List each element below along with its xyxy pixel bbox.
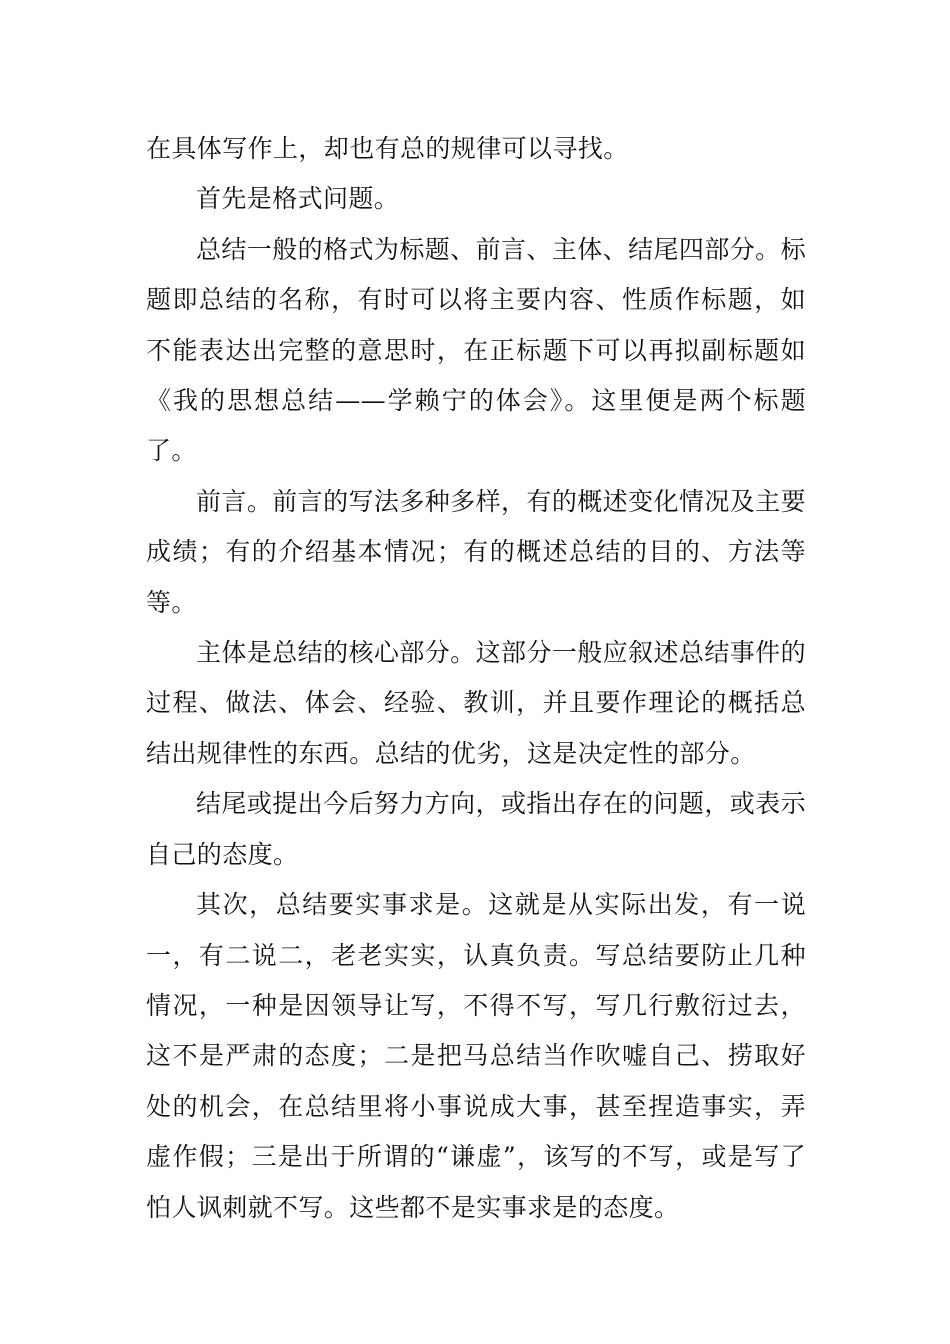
paragraph-main-body: 主体是总结的核心部分。这部分一般应叙述总结事件的过程、做法、体会、经验、教训，并且要作理论的概括总结出规律性的东西。总结的优劣，这是决定性的部分。 bbox=[146, 638, 806, 768]
paragraph-format-title: 总结一般的格式为标题、前言、主体、结尾四部分。标题即总结的名称，有时可以将主要内容、性质作标题，如不能表达出完整的意思时，在正标题下可以再拟副标题如《我的思想总结——学赖宁的体会》。这里便是两个标题了。 bbox=[146, 234, 806, 466]
paragraph-continuation: 在具体写作上，却也有总的规律可以寻找。 bbox=[146, 134, 629, 163]
paragraph-preface: 前言。前言的写法多种多样，有的概述变化情况及主要成绩；有的介绍基本情况；有的概述总结的目的、方法等等。 bbox=[146, 486, 806, 617]
paragraph-format-intro: 首先是格式问题。 bbox=[196, 184, 400, 214]
document-body bbox=[146, 124, 806, 1233]
paragraph-truthfulness: 其次，总结要实事求是。这就是从实际出发，有一说一，有二说二，老老实实，认真负责。写总结要防止几种情况，一种是因领导让写，不得不写，写几行敷衍过去，这不是严肃的态度；二是把马总结当作吹嘘自己、捞取好处的机会，在总结里将小事说成大事，甚至捏造事实，弄虚作假；三是出于所谓的“谦虚”，该写的不写，或是写了怕人讽刺就不写。这些都不是实事求是的态度。 bbox=[146, 890, 806, 1222]
paragraph-ending: 结尾或提出今后努力方向，或指出存在的问题，或表示自己的态度。 bbox=[146, 789, 806, 869]
